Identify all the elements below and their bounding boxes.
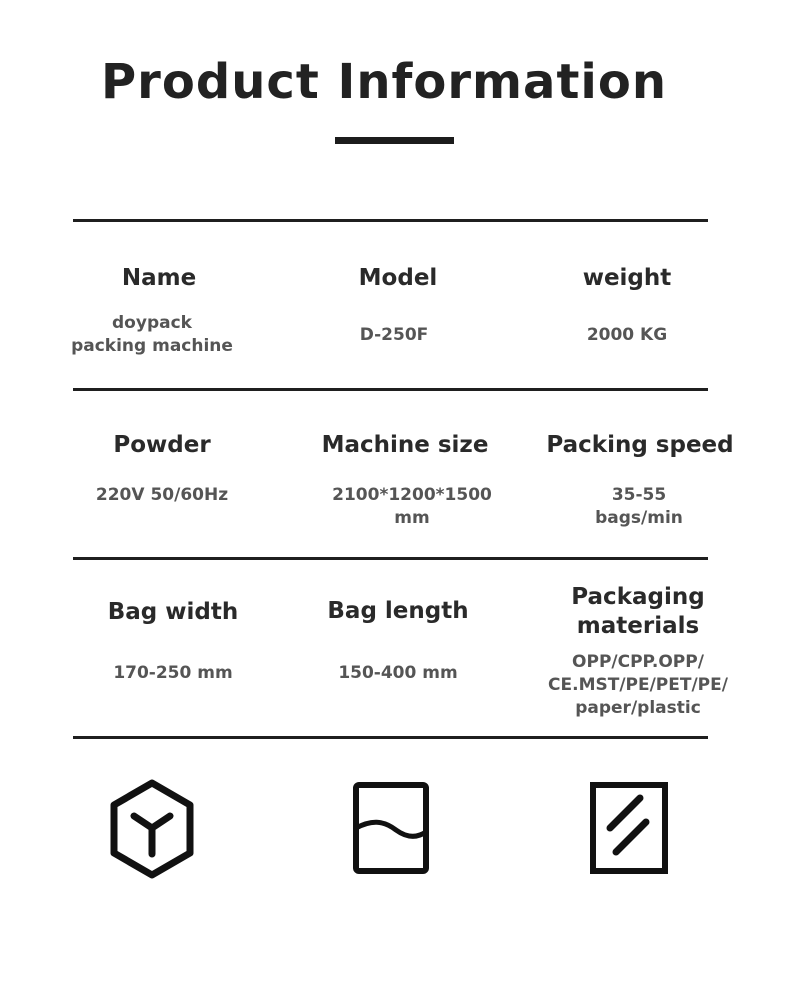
bag-wave-icon [351,780,431,876]
spec-packaging-materials-value-line1: OPP/CPP.OPP/ [572,652,704,672]
spec-bag-width-value: 170-250 mm [113,663,233,683]
spec-packaging-materials-label-line2: materials [576,613,700,639]
divider-bottom [73,736,708,739]
divider-row2 [73,557,708,560]
spec-packaging-materials-label-line1: Packaging [571,584,705,610]
spec-packing-speed-value [539,484,739,530]
spec-bag-length-label: Bag length [327,598,469,624]
spec-machine-size-value-line1: 2100*1200*1500 [332,485,492,505]
spec-packaging-materials-label [538,583,738,641]
spec-model-label: Model [358,265,438,291]
film-slash-icon [588,780,670,876]
spec-name-value [52,312,252,358]
spec-name-label: Name [121,265,197,291]
spec-packing-speed-label: Packing speed [546,432,734,458]
page-title: Product Information [101,54,667,110]
spec-powder-value: 220V 50/60Hz [95,485,229,505]
spec-packaging-materials-value-line2: CE.MST/PE/PET/PE/ [548,675,728,695]
spec-packaging-materials-value [538,651,738,720]
title-underline [335,137,454,144]
spec-weight-label: weight [582,265,672,291]
divider-row1 [73,388,708,391]
spec-machine-size-label: Machine size [321,432,489,458]
spec-packaging-materials-value-line3: paper/plastic [575,698,701,718]
spec-bag-width-label: Bag width [107,599,239,625]
spec-powder-label: Powder [113,432,211,458]
spec-name-value-line1: doypack [112,313,192,333]
cube-icon [106,778,198,880]
spec-packing-speed-value-line2: bags/min [595,508,683,528]
spec-weight-value: 2000 KG [586,325,668,345]
spec-machine-size-value-line2: mm [394,508,430,528]
spec-name-value-line2: packing machine [71,336,233,356]
divider-top [73,219,708,222]
spec-packing-speed-value-line1: 35-55 [611,485,667,505]
spec-machine-size-value [312,484,512,530]
spec-bag-length-value: 150-400 mm [338,663,458,683]
spec-model-value: D-250F [359,325,429,345]
